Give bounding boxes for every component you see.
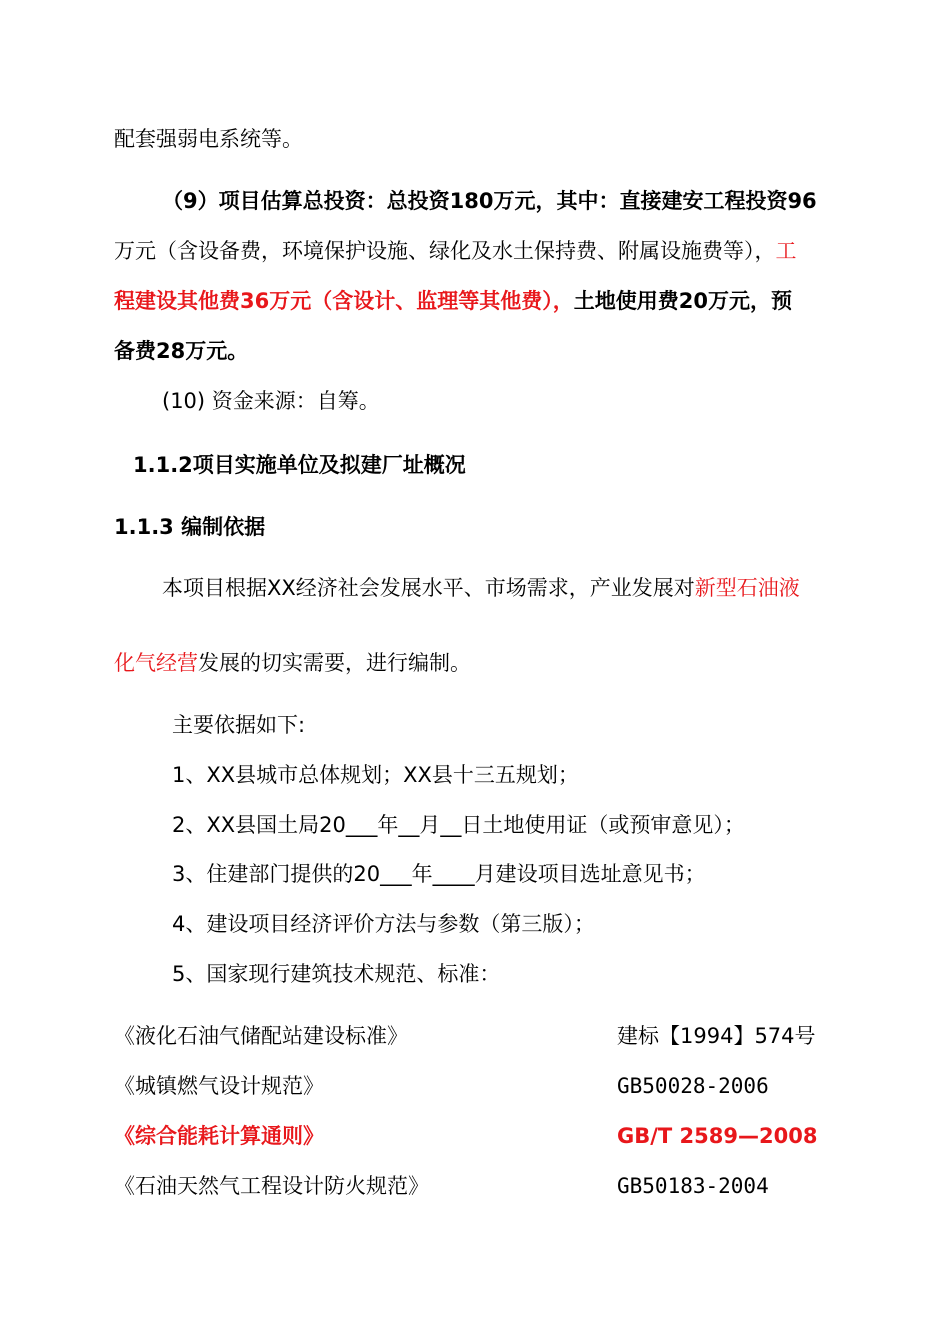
- paragraph-intro-tail: 配套强弱电系统等。: [114, 127, 303, 151]
- basis-item-4: 4、建设项目经济评价方法与参数（第三版）；: [172, 912, 595, 936]
- paragraph-9-line-1: （9）项目估算总投资：总投资180万元，其中：直接建安工程投资96: [162, 189, 817, 213]
- paragraph-9-line-3-text: 土地使用费20万元，预: [573, 289, 792, 313]
- paragraph-9-line-4: 备费28万元。: [114, 339, 249, 363]
- standard-name: 《石油天然气工程设计防火规范》: [114, 1174, 429, 1198]
- basis-line-1-highlight: 新型石油液: [694, 576, 800, 600]
- basis-line-2: [114, 649, 471, 677]
- paragraph-9-line-2: [114, 237, 797, 265]
- standard-name: 《城镇燃气设计规范》: [114, 1074, 324, 1098]
- basis-line-1-text: 本项目根据XX经济社会发展水平、市场需求，产业发展对: [162, 576, 695, 600]
- basis-line-2-highlight: 化气经营: [114, 651, 198, 675]
- standard-code: GB50183-2004: [617, 1174, 769, 1198]
- basis-line-2-text: 发展的切实需要，进行编制。: [198, 651, 471, 675]
- standard-name: 《液化石油气储配站建设标准》: [114, 1024, 408, 1048]
- standard-code: GB/T 2589—2008: [617, 1124, 818, 1148]
- basis-item-1: 1、XX县城市总体规划；XX县十三五规划；: [172, 763, 579, 787]
- basis-intro: 主要依据如下:: [172, 713, 306, 737]
- paragraph-9-line-3: [114, 287, 792, 315]
- heading-1-1-2: 1.1.2项目实施单位及拟建厂址概况: [133, 453, 466, 477]
- paragraph-10: (10) 资金来源：自筹。: [162, 389, 380, 413]
- paragraph-9-line-3-highlight: 程建设其他费36万元（含设计、监理等其他费），: [114, 289, 574, 313]
- heading-1-1-3: 1.1.3 编制依据: [114, 515, 266, 539]
- paragraph-9-line-2-highlight: 工: [775, 239, 797, 263]
- basis-item-3: 3、住建部门提供的20___年____月建设项目选址意见书；: [172, 862, 706, 886]
- basis-line-1: [162, 574, 800, 602]
- standard-name: 《综合能耗计算通则》: [114, 1124, 324, 1148]
- paragraph-9-line-2-comma: ，: [754, 239, 776, 263]
- basis-item-5: 5、国家现行建筑技术规范、标准：: [172, 962, 501, 986]
- standard-code: GB50028-2006: [617, 1074, 769, 1098]
- basis-item-2: 2、XX县国土局20___年__月__日土地使用证（或预审意见）；: [172, 813, 745, 837]
- standard-code: 建标【1994】574号: [617, 1024, 816, 1048]
- paragraph-9-line-2-text: 万元（含设备费，环境保护设施、绿化及水土保持费、附属设施费等）: [114, 239, 755, 263]
